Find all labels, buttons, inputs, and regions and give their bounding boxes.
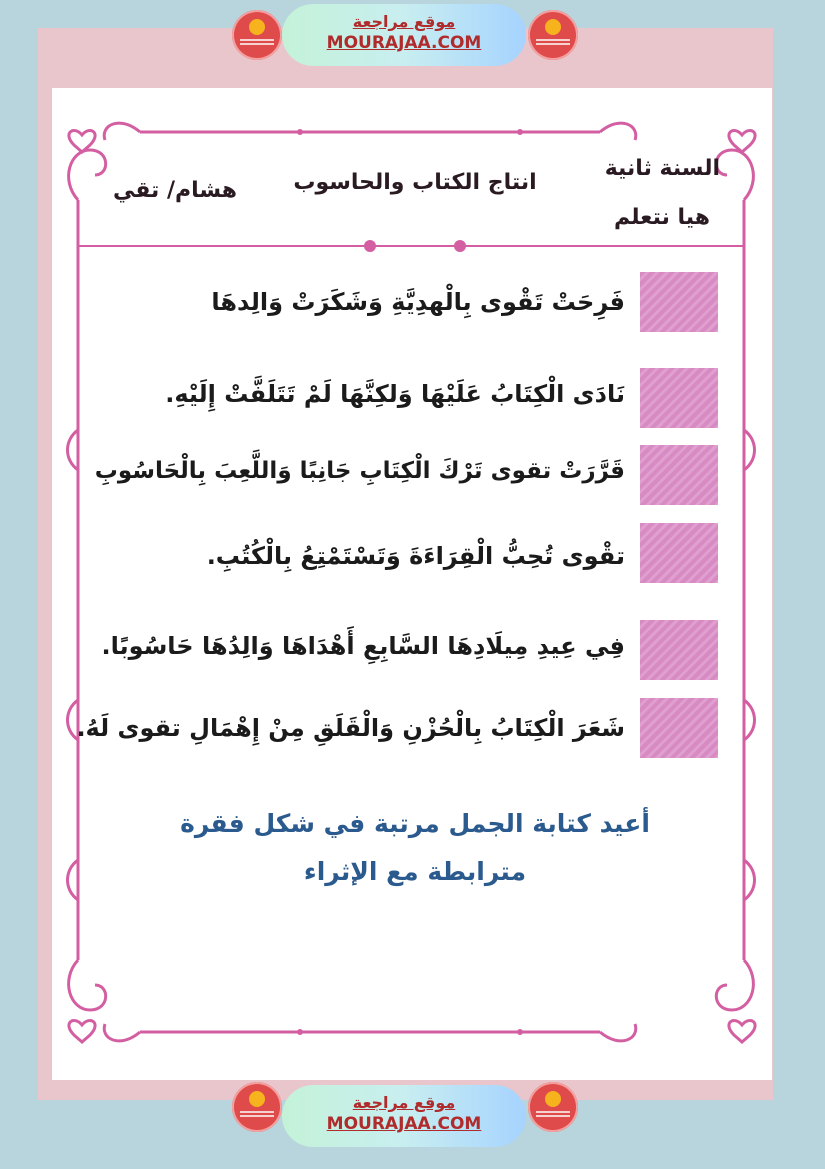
header-divider <box>78 245 744 247</box>
logo-badge-right-top <box>528 10 578 60</box>
logo-icon <box>249 1091 265 1107</box>
grade-label: السنة ثانية <box>604 156 720 181</box>
logo-caption-lines <box>536 1111 570 1113</box>
logo-icon <box>545 1091 561 1107</box>
banner-site-link[interactable]: MOURAJAA.COM <box>326 33 482 53</box>
instruction-line-1: أعيد كتابة الجمل مرتبة في شكل فقرة <box>180 809 650 838</box>
logo-badge-left-top <box>232 10 282 60</box>
sentence-6: شَعَرَ الْكِتَابُ بِالْحُزْنِ وَالْقَلَقِ مِنْ إِهْمَالِ تقوى لَهُ. <box>76 714 625 742</box>
answer-box[interactable] <box>640 272 718 332</box>
author-label: هشام/ تقي <box>112 178 238 203</box>
answer-box[interactable] <box>640 698 718 758</box>
subject-label: هيا نتعلم <box>613 205 710 230</box>
logo-badge-right-bottom <box>528 1082 578 1132</box>
instruction-line-2: مترابطة مع الإثراء <box>303 857 527 886</box>
logo-icon <box>249 19 265 35</box>
sentence-4: تقْوى تُحِبُّ الْقِرَاءَةَ وَتَسْتَمْتِعُ بِالْكُتُبِ. <box>206 542 625 570</box>
answer-box[interactable] <box>640 445 718 505</box>
answer-box[interactable] <box>640 368 718 428</box>
logo-caption-lines <box>240 39 274 41</box>
answer-box[interactable] <box>640 523 718 583</box>
sentence-1: فَرِحَتْ تَقْوى بِالْهدِيَّةِ وَشَكَرَتْ وَالِدهَا <box>211 288 625 316</box>
site-banner-top[interactable] <box>282 4 526 66</box>
sentence-5: فِي عِيدِ مِيلَادِهَا السَّابِعِ أَهْدَاهَا وَالِدُهَا حَاسُوبًا. <box>101 632 625 660</box>
site-banner-bottom[interactable] <box>282 1085 526 1147</box>
banner-arabic-text: موقع مراجعة <box>352 1093 456 1112</box>
banner-arabic-text: موقع مراجعة <box>352 12 456 31</box>
answer-box[interactable] <box>640 620 718 680</box>
worksheet-title: انتاج الكتاب والحاسوب <box>293 170 537 195</box>
logo-icon <box>545 19 561 35</box>
sentence-3: قَرَّرَتْ تقوى تَرْكَ الْكِتَابِ جَانِبًا وَاللَّعِبَ بِالْحَاسُوبِ <box>94 458 625 484</box>
banner-site-link[interactable]: MOURAJAA.COM <box>326 1114 482 1134</box>
logo-caption-lines <box>536 39 570 41</box>
sentence-2: نَادَى الْكِتَابُ عَلَيْهَا وَلكِنَّهَا لَمْ تَتَلَفَّتْ إِلَيْهِ. <box>165 380 625 408</box>
logo-badge-left-bottom <box>232 1082 282 1132</box>
logo-caption-lines <box>240 1111 274 1113</box>
